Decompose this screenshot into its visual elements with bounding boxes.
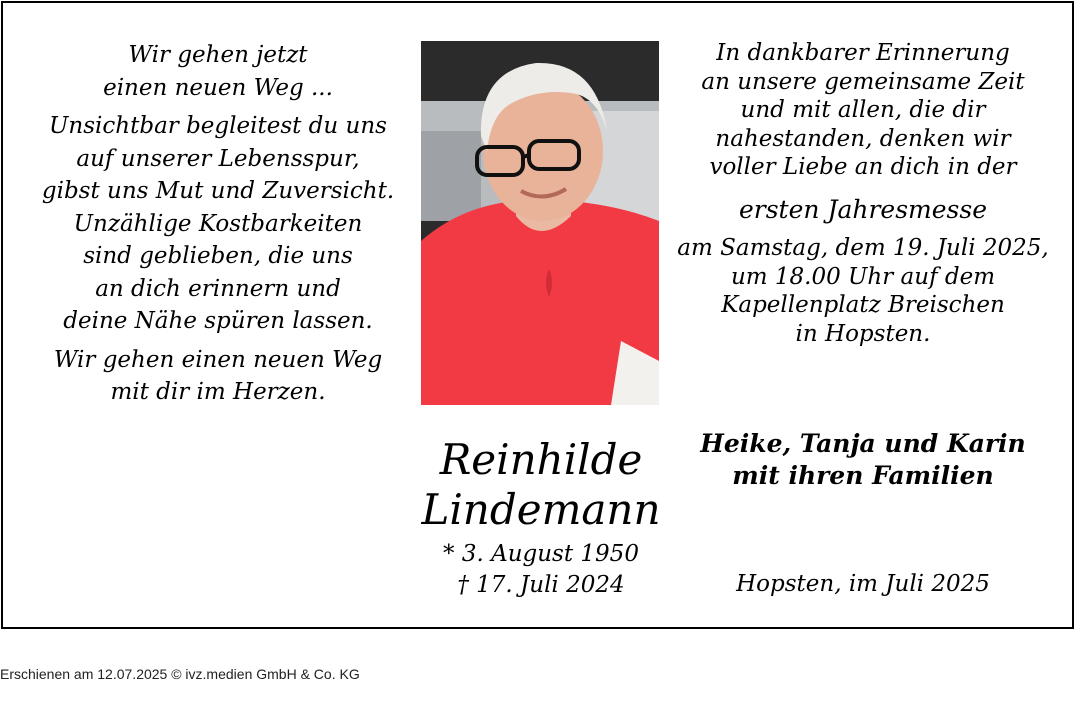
intro-line: und mit allen, die dir [740,97,986,123]
poem-line: mit dir im Herzen. [110,379,326,405]
detail-line: am Samstag, dem 19. Juli 2025, [677,235,1049,261]
detail-line: um 18.00 Uhr auf dem [730,263,996,290]
poem-stanza-1 [33,39,403,104]
portrait-illustration [421,41,659,405]
detail-line: Kapellenplatz Breischen [721,292,1005,318]
poem-stanza-3 [33,344,403,409]
poem-line: deine Nähe spüren lassen. [63,308,373,334]
deceased-name [403,435,679,535]
poem-line: sind geblieben, die uns [83,243,353,269]
life-dates [403,539,679,601]
obituary-frame [1,1,1074,629]
place-date: Hopsten, im Juli 2025 [736,571,990,597]
family-line: Heike, Tanja und Karin [700,429,1026,458]
intro-line: In dankbarer Erinnerung [716,40,1010,66]
poem-line: einen neuen Weg ... [103,74,333,101]
intro-line: nahestanden, denken wir [715,125,1011,152]
poem-stanza-2 [33,110,403,338]
family-line: mit ihren Familien [732,461,994,490]
intro-line: an unsere gemeinsame Zeit [701,68,1025,95]
poem-line: auf unserer Lebensspur, [76,145,360,172]
publication-footer: Erschienen am 12.07.2025 © ivz.medien GmbH & Co. KG [0,666,360,682]
portrait-photo [421,41,659,405]
intro-line: voller Liebe an dich in der [709,154,1017,180]
family-signature [663,428,1063,492]
poem-line: Unsichtbar begleitest du uns [49,113,387,139]
last-name: Lindemann [421,485,661,534]
poem-line: an dich erinnern und [95,275,341,302]
poem-line: gibst uns Mut und Zuversicht. [41,178,395,204]
first-name: Reinhilde [439,435,643,484]
poem-line: Wir gehen jetzt [128,42,308,68]
right-text [663,39,1063,348]
birth-date: * 3. August 1950 [443,541,639,567]
poem-line: Wir gehen einen neuen Weg [53,346,383,373]
death-date: † 17. Juli 2024 [457,572,625,598]
left-poem [33,39,403,415]
detail-line: in Hopsten. [795,320,931,347]
mass-title: ersten Jahresmesse [738,194,988,224]
poem-line: Unzählige Kostbarkeiten [73,210,363,237]
